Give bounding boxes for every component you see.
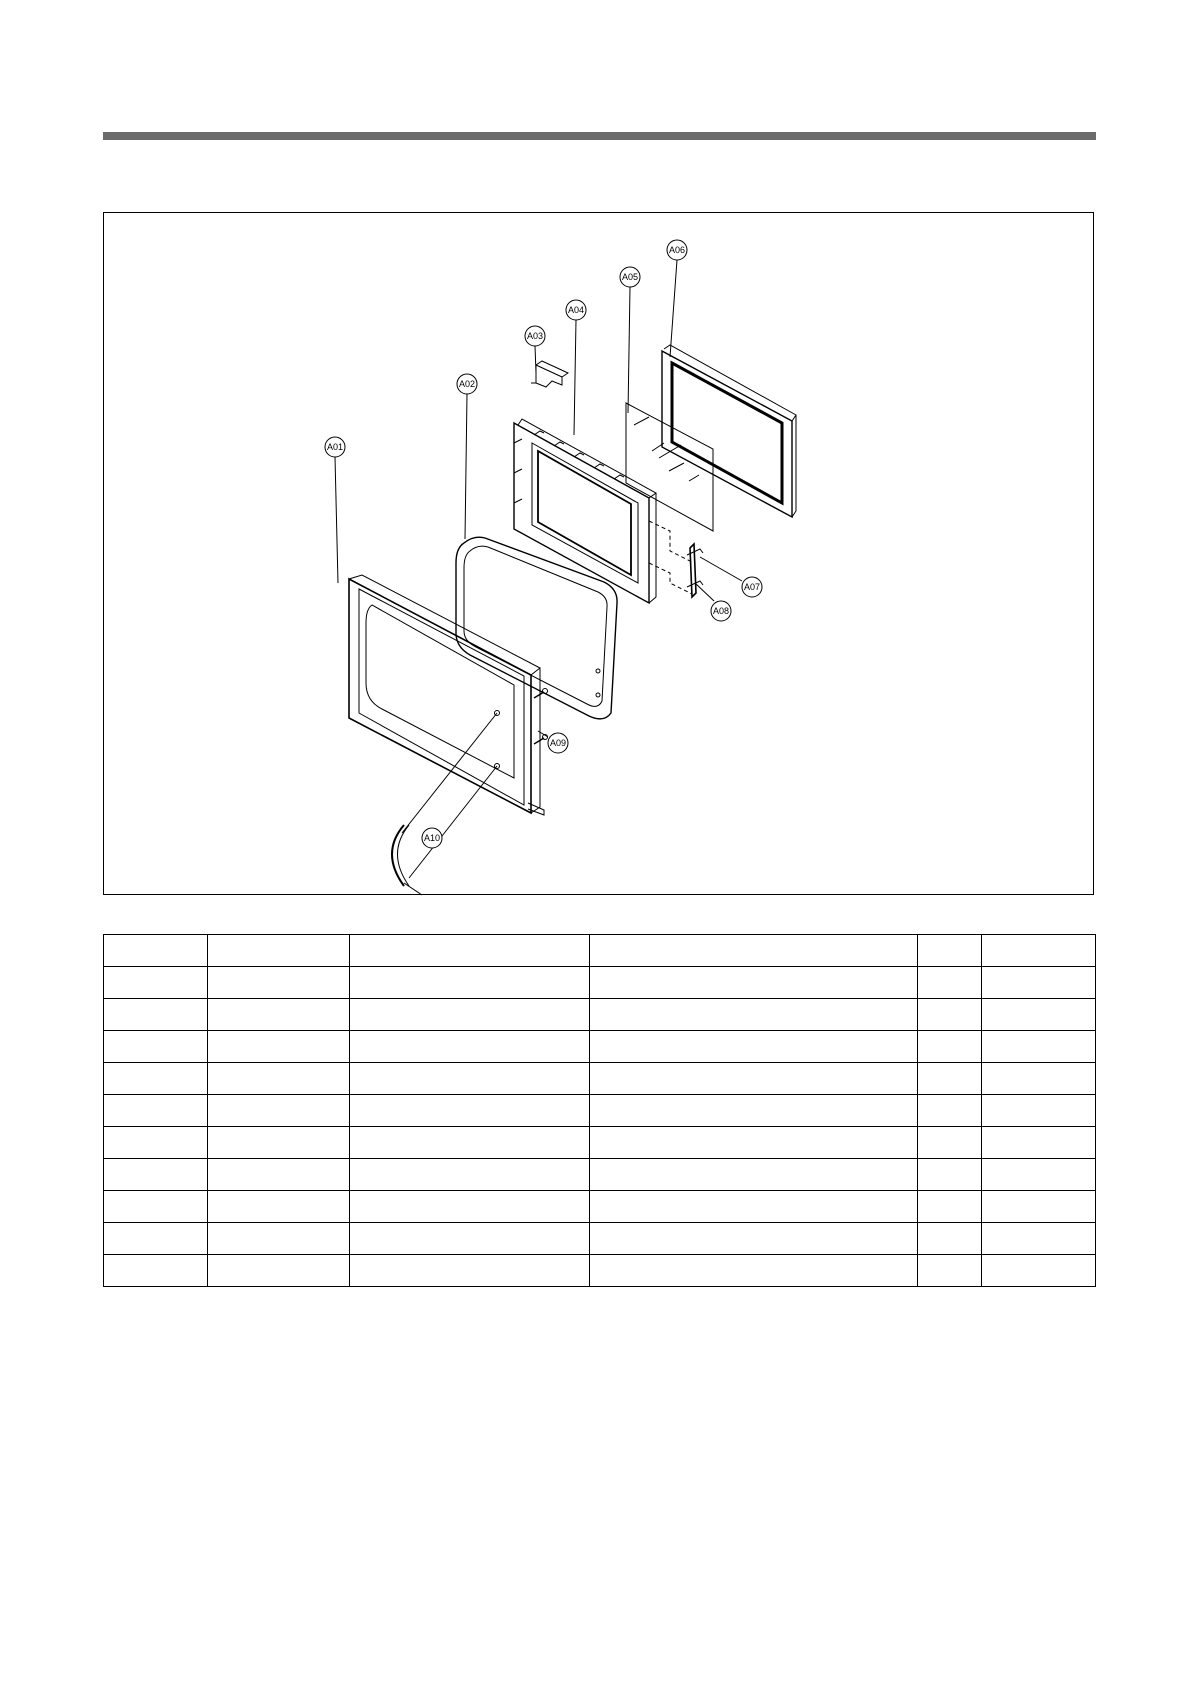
table-cell — [590, 1255, 918, 1287]
table-row — [104, 999, 1096, 1031]
table-cell — [208, 999, 350, 1031]
table-cell — [350, 1159, 590, 1191]
callout-a01-label: A01 — [326, 442, 344, 452]
table-header-cell — [104, 935, 208, 967]
table-cell — [350, 1191, 590, 1223]
table-cell — [104, 967, 208, 999]
table-cell — [590, 1095, 918, 1127]
table-cell — [918, 1063, 982, 1095]
callout-a09 — [548, 733, 568, 753]
table-row — [104, 1223, 1096, 1255]
table-header-cell — [918, 935, 982, 967]
table-cell — [104, 1223, 208, 1255]
callout-a10 — [422, 828, 442, 848]
table-cell — [590, 1159, 918, 1191]
table-cell — [918, 967, 982, 999]
table-cell — [918, 1255, 982, 1287]
latch-a07 — [687, 544, 703, 597]
table-cell — [208, 1223, 350, 1255]
door-front-panel — [349, 575, 544, 815]
table-header-cell — [982, 935, 1096, 967]
table-row — [104, 1031, 1096, 1063]
table-cell — [918, 1159, 982, 1191]
table-cell — [350, 1223, 590, 1255]
table-cell — [208, 967, 350, 999]
table-cell — [982, 1031, 1096, 1063]
table-cell — [982, 1127, 1096, 1159]
table-cell — [208, 1255, 350, 1287]
table-cell — [982, 1255, 1096, 1287]
table-header-cell — [350, 935, 590, 967]
callout-a02-label: A02 — [458, 379, 476, 389]
table-cell — [208, 1191, 350, 1223]
table-row — [104, 967, 1096, 999]
callout-a07 — [742, 577, 762, 597]
callout-a08 — [711, 601, 731, 621]
door-assembly-drawing — [104, 213, 1095, 896]
table-cell — [982, 999, 1096, 1031]
header-rule — [103, 132, 1096, 140]
parts-list-table — [103, 934, 1096, 1287]
table-cell — [918, 1095, 982, 1127]
table-row — [104, 1255, 1096, 1287]
exploded-view-diagram — [103, 212, 1094, 895]
table-cell — [982, 1063, 1096, 1095]
table-cell — [208, 1031, 350, 1063]
door-handle-arc — [392, 825, 409, 886]
callout-a05-label: A05 — [621, 272, 639, 282]
table-cell — [208, 1063, 350, 1095]
table-cell — [104, 1159, 208, 1191]
callout-a04-label: A04 — [567, 305, 585, 315]
table-cell — [104, 1127, 208, 1159]
callout-a03-label: A03 — [526, 331, 544, 341]
table-header-cell — [208, 935, 350, 967]
table-cell — [918, 1031, 982, 1063]
callout-a03 — [525, 326, 545, 346]
callout-a06-label: A06 — [668, 245, 686, 255]
table-cell — [590, 1127, 918, 1159]
table-row — [104, 1191, 1096, 1223]
table-cell — [590, 1223, 918, 1255]
table-cell — [982, 1095, 1096, 1127]
callout-a05 — [620, 267, 640, 287]
table-row — [104, 1063, 1096, 1095]
table-cell — [104, 1255, 208, 1287]
callout-a07-label: A07 — [743, 582, 761, 592]
table-cell — [208, 1127, 350, 1159]
callout-a01 — [325, 437, 345, 457]
callout-a02 — [457, 374, 477, 394]
table-cell — [982, 1191, 1096, 1223]
table-cell — [350, 967, 590, 999]
table-cell — [982, 1223, 1096, 1255]
table-cell — [982, 967, 1096, 999]
bracket-a03 — [531, 361, 568, 387]
callout-a10-label: A10 — [423, 833, 441, 843]
callout-a06 — [667, 240, 687, 260]
table-cell — [590, 999, 918, 1031]
table-cell — [590, 1031, 918, 1063]
callout-a08-label: A08 — [712, 606, 730, 616]
table-cell — [918, 1127, 982, 1159]
table-cell — [590, 967, 918, 999]
table-cell — [350, 1095, 590, 1127]
table-row — [104, 1095, 1096, 1127]
table-cell — [208, 1095, 350, 1127]
table-header-row — [104, 935, 1096, 967]
table-cell — [104, 1095, 208, 1127]
table-cell — [104, 1191, 208, 1223]
table-cell — [104, 1031, 208, 1063]
table-cell — [918, 1191, 982, 1223]
callout-a09-label: A09 — [549, 738, 567, 748]
table-cell — [350, 999, 590, 1031]
table-cell — [982, 1159, 1096, 1191]
table-cell — [918, 1223, 982, 1255]
table-cell — [350, 1031, 590, 1063]
table-cell — [590, 1063, 918, 1095]
table-cell — [590, 1191, 918, 1223]
table-cell — [208, 1159, 350, 1191]
table-header-cell — [590, 935, 918, 967]
table-cell — [350, 1063, 590, 1095]
door-frame-a02 — [456, 537, 617, 719]
callout-a04 — [566, 300, 586, 320]
table-cell — [918, 999, 982, 1031]
table-cell — [350, 1127, 590, 1159]
table-cell — [104, 1063, 208, 1095]
door-gasket-a06 — [662, 345, 796, 517]
table-row — [104, 1127, 1096, 1159]
table-row — [104, 1159, 1096, 1191]
table-cell — [104, 999, 208, 1031]
table-cell — [350, 1255, 590, 1287]
